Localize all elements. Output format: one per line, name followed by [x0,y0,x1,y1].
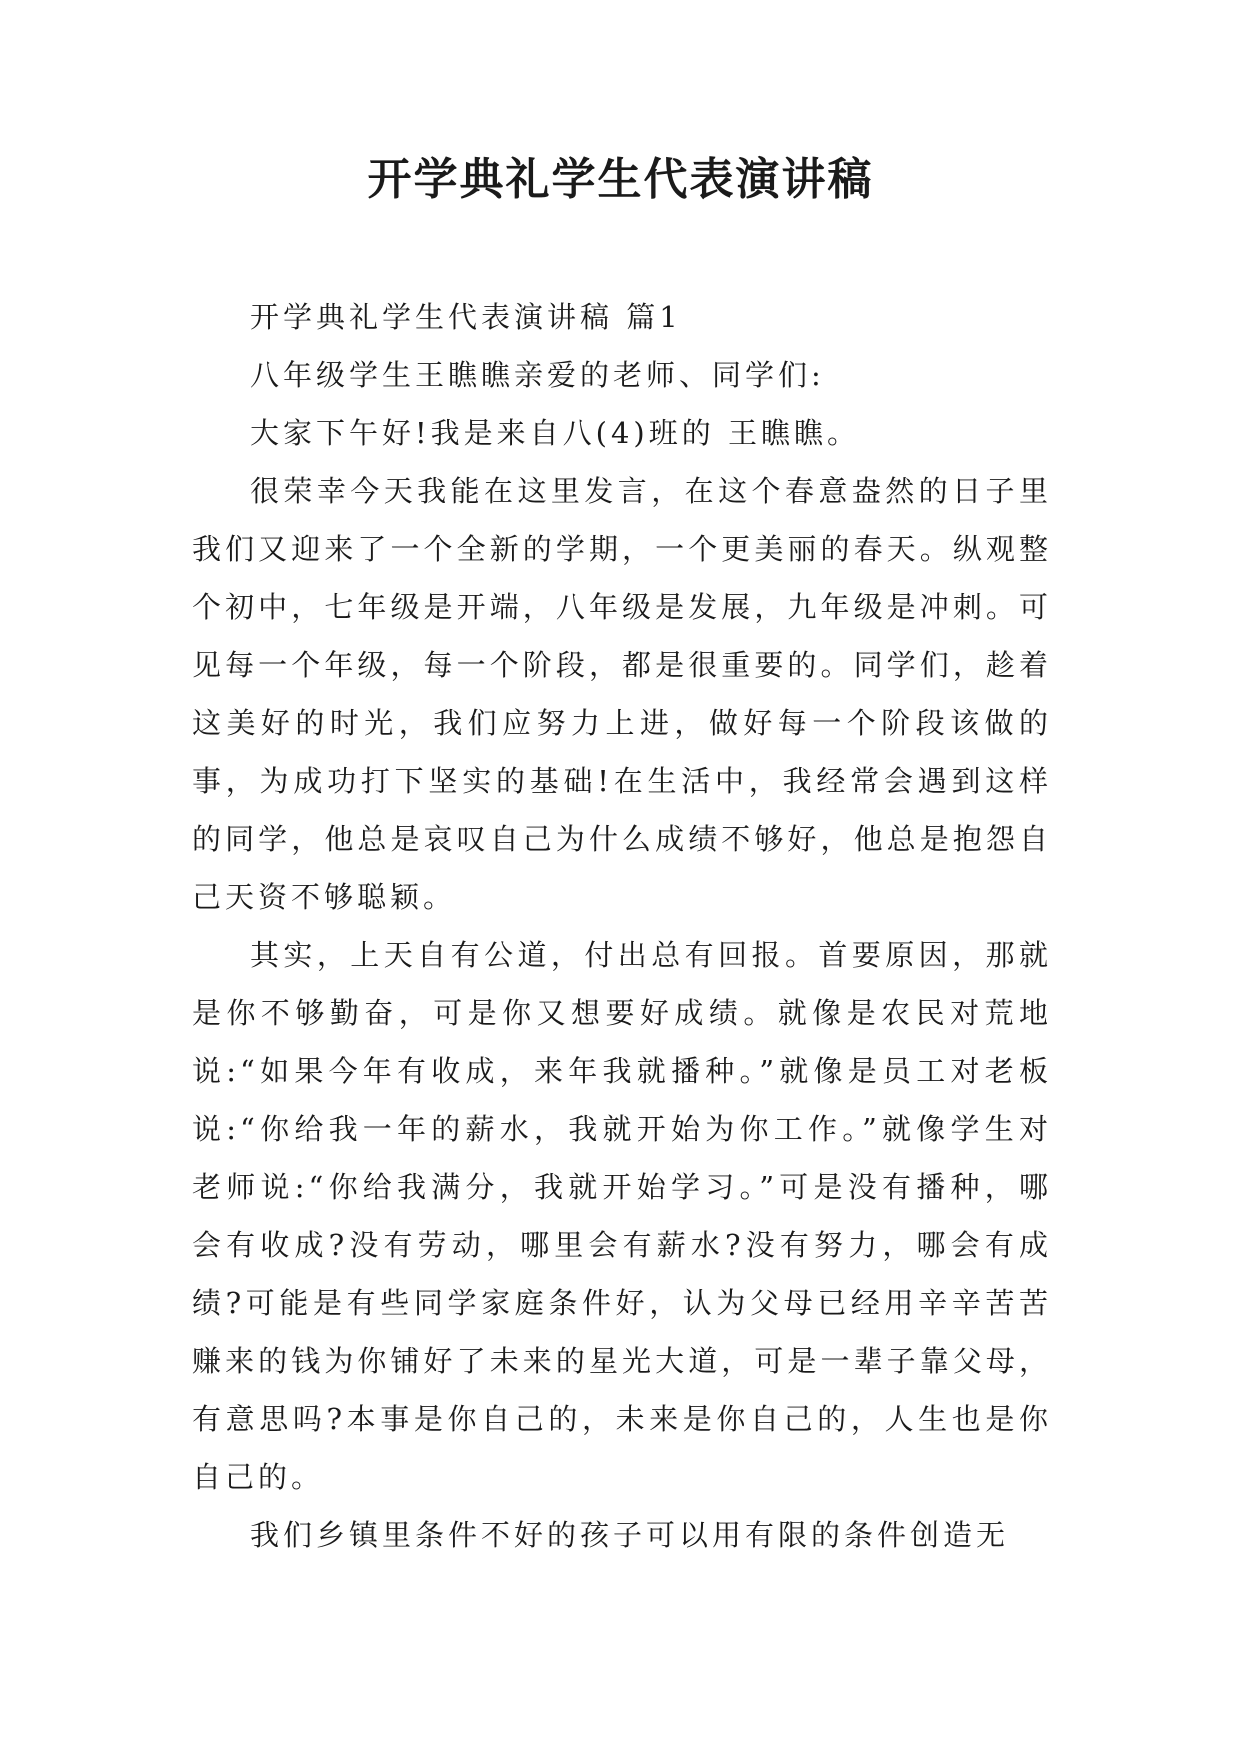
body-paragraph: 其实，上天自有公道，付出总有回报。首要原因，那就是你不够勤奋，可是你又想要好成绩。就像是农民对荒地说:“如果今年有收成，来年我就播种。”就像是员工对老板说:“你给我一年的薪水，我就开始为你工作。”就像学生对老师说:“你给我满分，我就开始学习。”可是没有播种，哪会有收成?没有劳动，哪里会有薪水?没有努力，哪会有成绩?可能是有些同学家庭条件好，认为父母已经用辛辛苦苦赚来的钱为你铺好了未来的星光大道，可是一辈子靠父母，有意思吗?本事是你自己的，未来是你自己的，人生也是你自己的。 [192,938,1052,1494]
body-paragraph: 很荣幸今天我能在这里发言，在这个春意盎然的日子里我们又迎来了一个全新的学期，一个更美丽的春天。纵观整个初中，七年级是开端，八年级是发展，九年级是冲刺。可见每一个年级，每一个阶段，都是很重要的。同学们，趁着这美好的时光，我们应努力上进，做好每一个阶段该做的事，为成功打下坚实的基础!在生活中，我经常会遇到这样的同学，他总是哀叹自己为什么成绩不够好，他总是抱怨自己天资不够聪颖。 [192,474,1052,914]
speaker-salutation: 八年级学生王瞧瞧亲爱的老师、同学们: [250,358,825,392]
greeting-paragraph: 大家下午好!我是来自八(4)班的 王瞧瞧。 [250,416,860,450]
section-heading: 开学典礼学生代表演讲稿 篇1 [250,300,682,334]
document-body [192,288,1052,1564]
document-title: 开学典礼学生代表演讲稿 [367,154,874,205]
body-paragraph: 我们乡镇里条件不好的孩子可以用有限的条件创造无 [250,1518,1010,1552]
